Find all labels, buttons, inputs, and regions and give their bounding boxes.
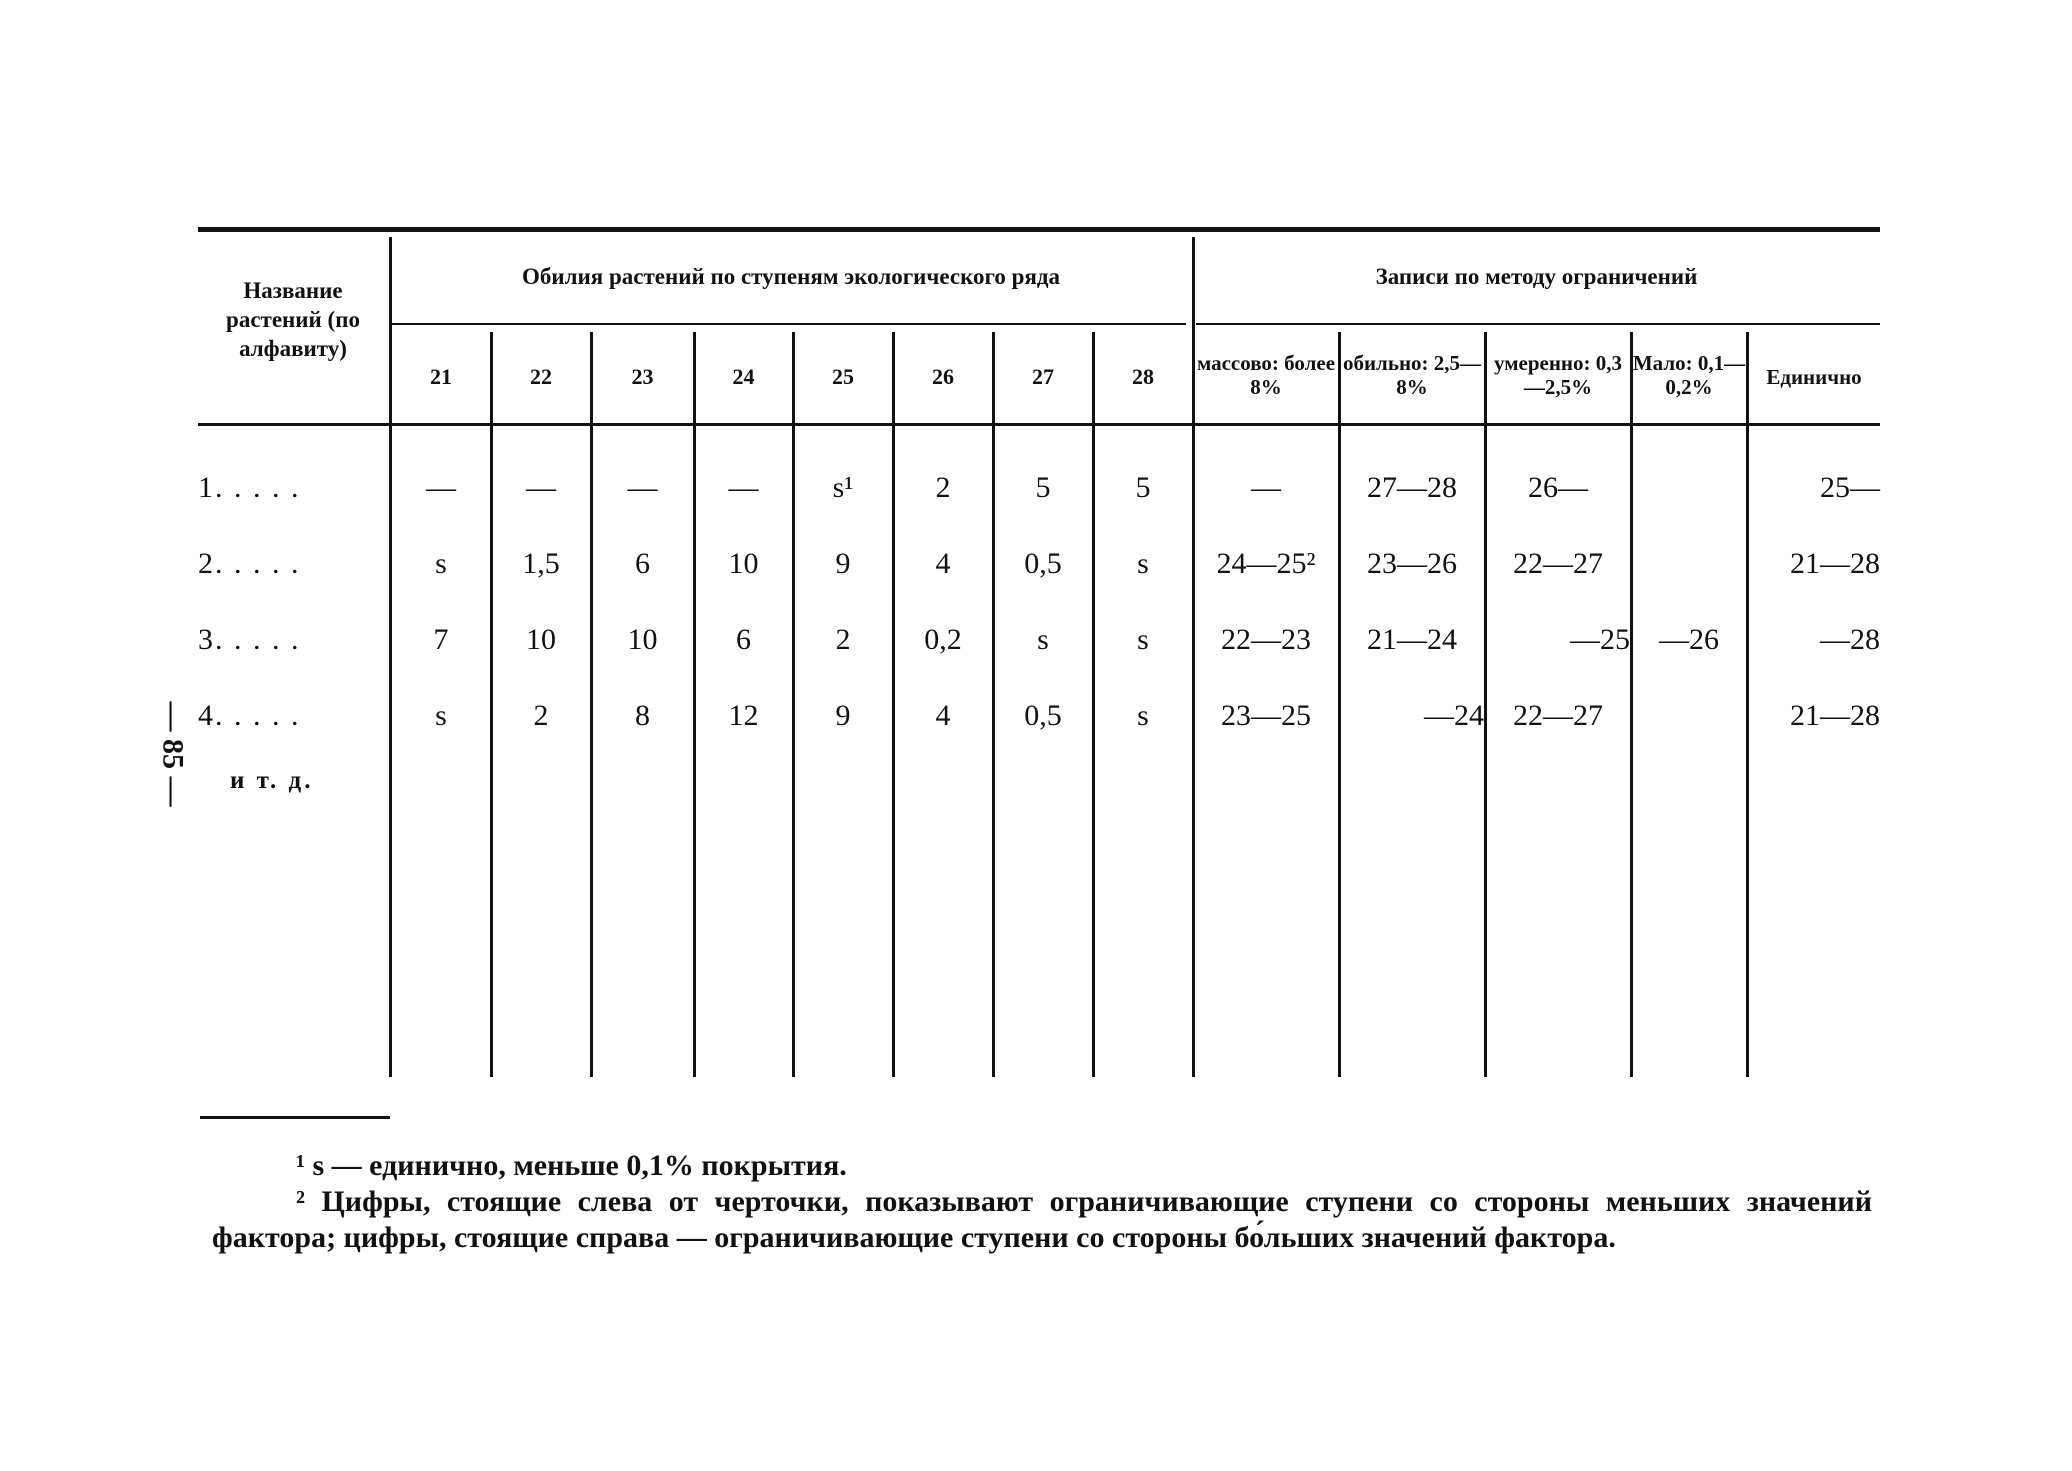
record-cell: 25— [1820,471,1880,504]
abundance-cell: 7 [433,623,449,656]
abundance-cell: 0,2 [924,623,962,656]
step-header: 24 [732,364,755,389]
abundance-cell: 5 [1135,471,1151,504]
abundance-cell: 1,5 [522,547,560,580]
row-label: 4. . . . . [198,699,301,732]
abundance-cell: 2 [935,471,951,504]
footnote-rule [200,1116,390,1119]
footnotes [212,1148,1872,1256]
records-subheader-rule [1196,323,1880,325]
abundance-cell: 10 [526,623,556,656]
category-header-few: Мало: 0,1—0,2% [1632,351,1746,400]
abundance-cell: s [1137,547,1149,580]
step-header: 23 [631,364,654,389]
abundance-cell: — [728,471,759,504]
table-header-rule [198,423,1880,426]
abundance-cell: 12 [728,699,759,732]
footnote-1: ¹ s — единично, меньше 0,1% покрытия. [296,1149,847,1182]
record-cell: — [1251,471,1281,504]
abundance-cell: 0,5 [1024,699,1062,732]
record-cell: 22—27 [1513,547,1603,580]
abundance-cell: 2 [835,623,851,656]
step-header: 27 [1032,364,1054,389]
abundance-cell: 5 [1035,471,1051,504]
record-cell: 22—23 [1221,623,1311,656]
abundance-cell: 6 [736,623,751,656]
record-cell: 27—28 [1367,471,1457,504]
record-cell: —26 [1659,623,1719,656]
row-label: 2. . . . . [198,547,301,580]
plant-name-header: Название растений (по алфавиту) [226,278,360,361]
step-header: 25 [832,364,854,389]
category-header-single: Единично [1766,365,1862,389]
page-number: — 85 — [156,701,190,807]
abundance-cell: 0,5 [1024,547,1062,580]
record-cell: 24—25² [1216,547,1316,580]
record-cell: 23—25 [1221,699,1311,732]
step-header: 21 [430,364,452,389]
record-cell: 21—28 [1790,547,1880,580]
abundance-group-header: Обилия растений по ступеням экологического ряда [521,264,1061,289]
record-cell: 23—26 [1367,547,1457,580]
step-header: 22 [530,364,552,389]
category-header-mass: массово: более 8% [1196,351,1336,400]
abundance-subheader-rule [390,323,1186,325]
abundance-cell: s [1137,699,1149,732]
abundance-cell: s¹ [832,471,854,504]
abundance-cell: s [1137,623,1149,656]
abundance-cell: 8 [635,699,650,732]
record-cell: 21—24 [1367,623,1457,656]
abundance-cell: 2 [533,699,549,732]
table-top-rule [198,227,1880,232]
record-cell: —25 [1570,623,1630,656]
record-cell: 22—27 [1513,699,1603,732]
abundance-cell: s [1037,623,1049,656]
record-cell: —28 [1820,623,1880,656]
abundance-cell: 9 [835,699,851,732]
abundance-cell: 10 [627,623,658,656]
step-header: 28 [1132,364,1154,389]
row-label: 3. . . . . [198,623,301,656]
abundance-cell: — [526,471,556,504]
abundance-cell: 9 [835,547,851,580]
records-group-header: Записи по методу ограничений [1375,264,1698,289]
category-header-moderate: умеренно: 0,3—2,5% [1493,351,1623,400]
record-cell: 26— [1528,471,1588,504]
abundance-cell: — [627,471,658,504]
abundance-cell: 10 [728,547,759,580]
category-header-abundant: обильно: 2,5—8% [1342,351,1482,400]
footnote-2: ² Цифры, стоящие слева от черточки, показывают ограничивающие ступени со стороны меньших значений фактора; цифры, стоящие справа — ограничивающие ступени со стороны бо́льших значений фактора. [212,1185,1872,1254]
abundance-cell: — [426,471,456,504]
etc-label: и т. д. [230,767,314,794]
abundance-cell: 4 [935,699,951,732]
step-header: 26 [932,364,954,389]
record-cell: 21—28 [1790,699,1880,732]
row-label: 1. . . . . [198,471,301,504]
abundance-cell: s [435,547,447,580]
column-divider [1630,332,1633,1077]
abundance-cell: 6 [635,547,650,580]
abundance-cell: 4 [935,547,951,580]
abundance-cell: s [435,699,447,732]
record-cell: —24 [1424,699,1484,732]
